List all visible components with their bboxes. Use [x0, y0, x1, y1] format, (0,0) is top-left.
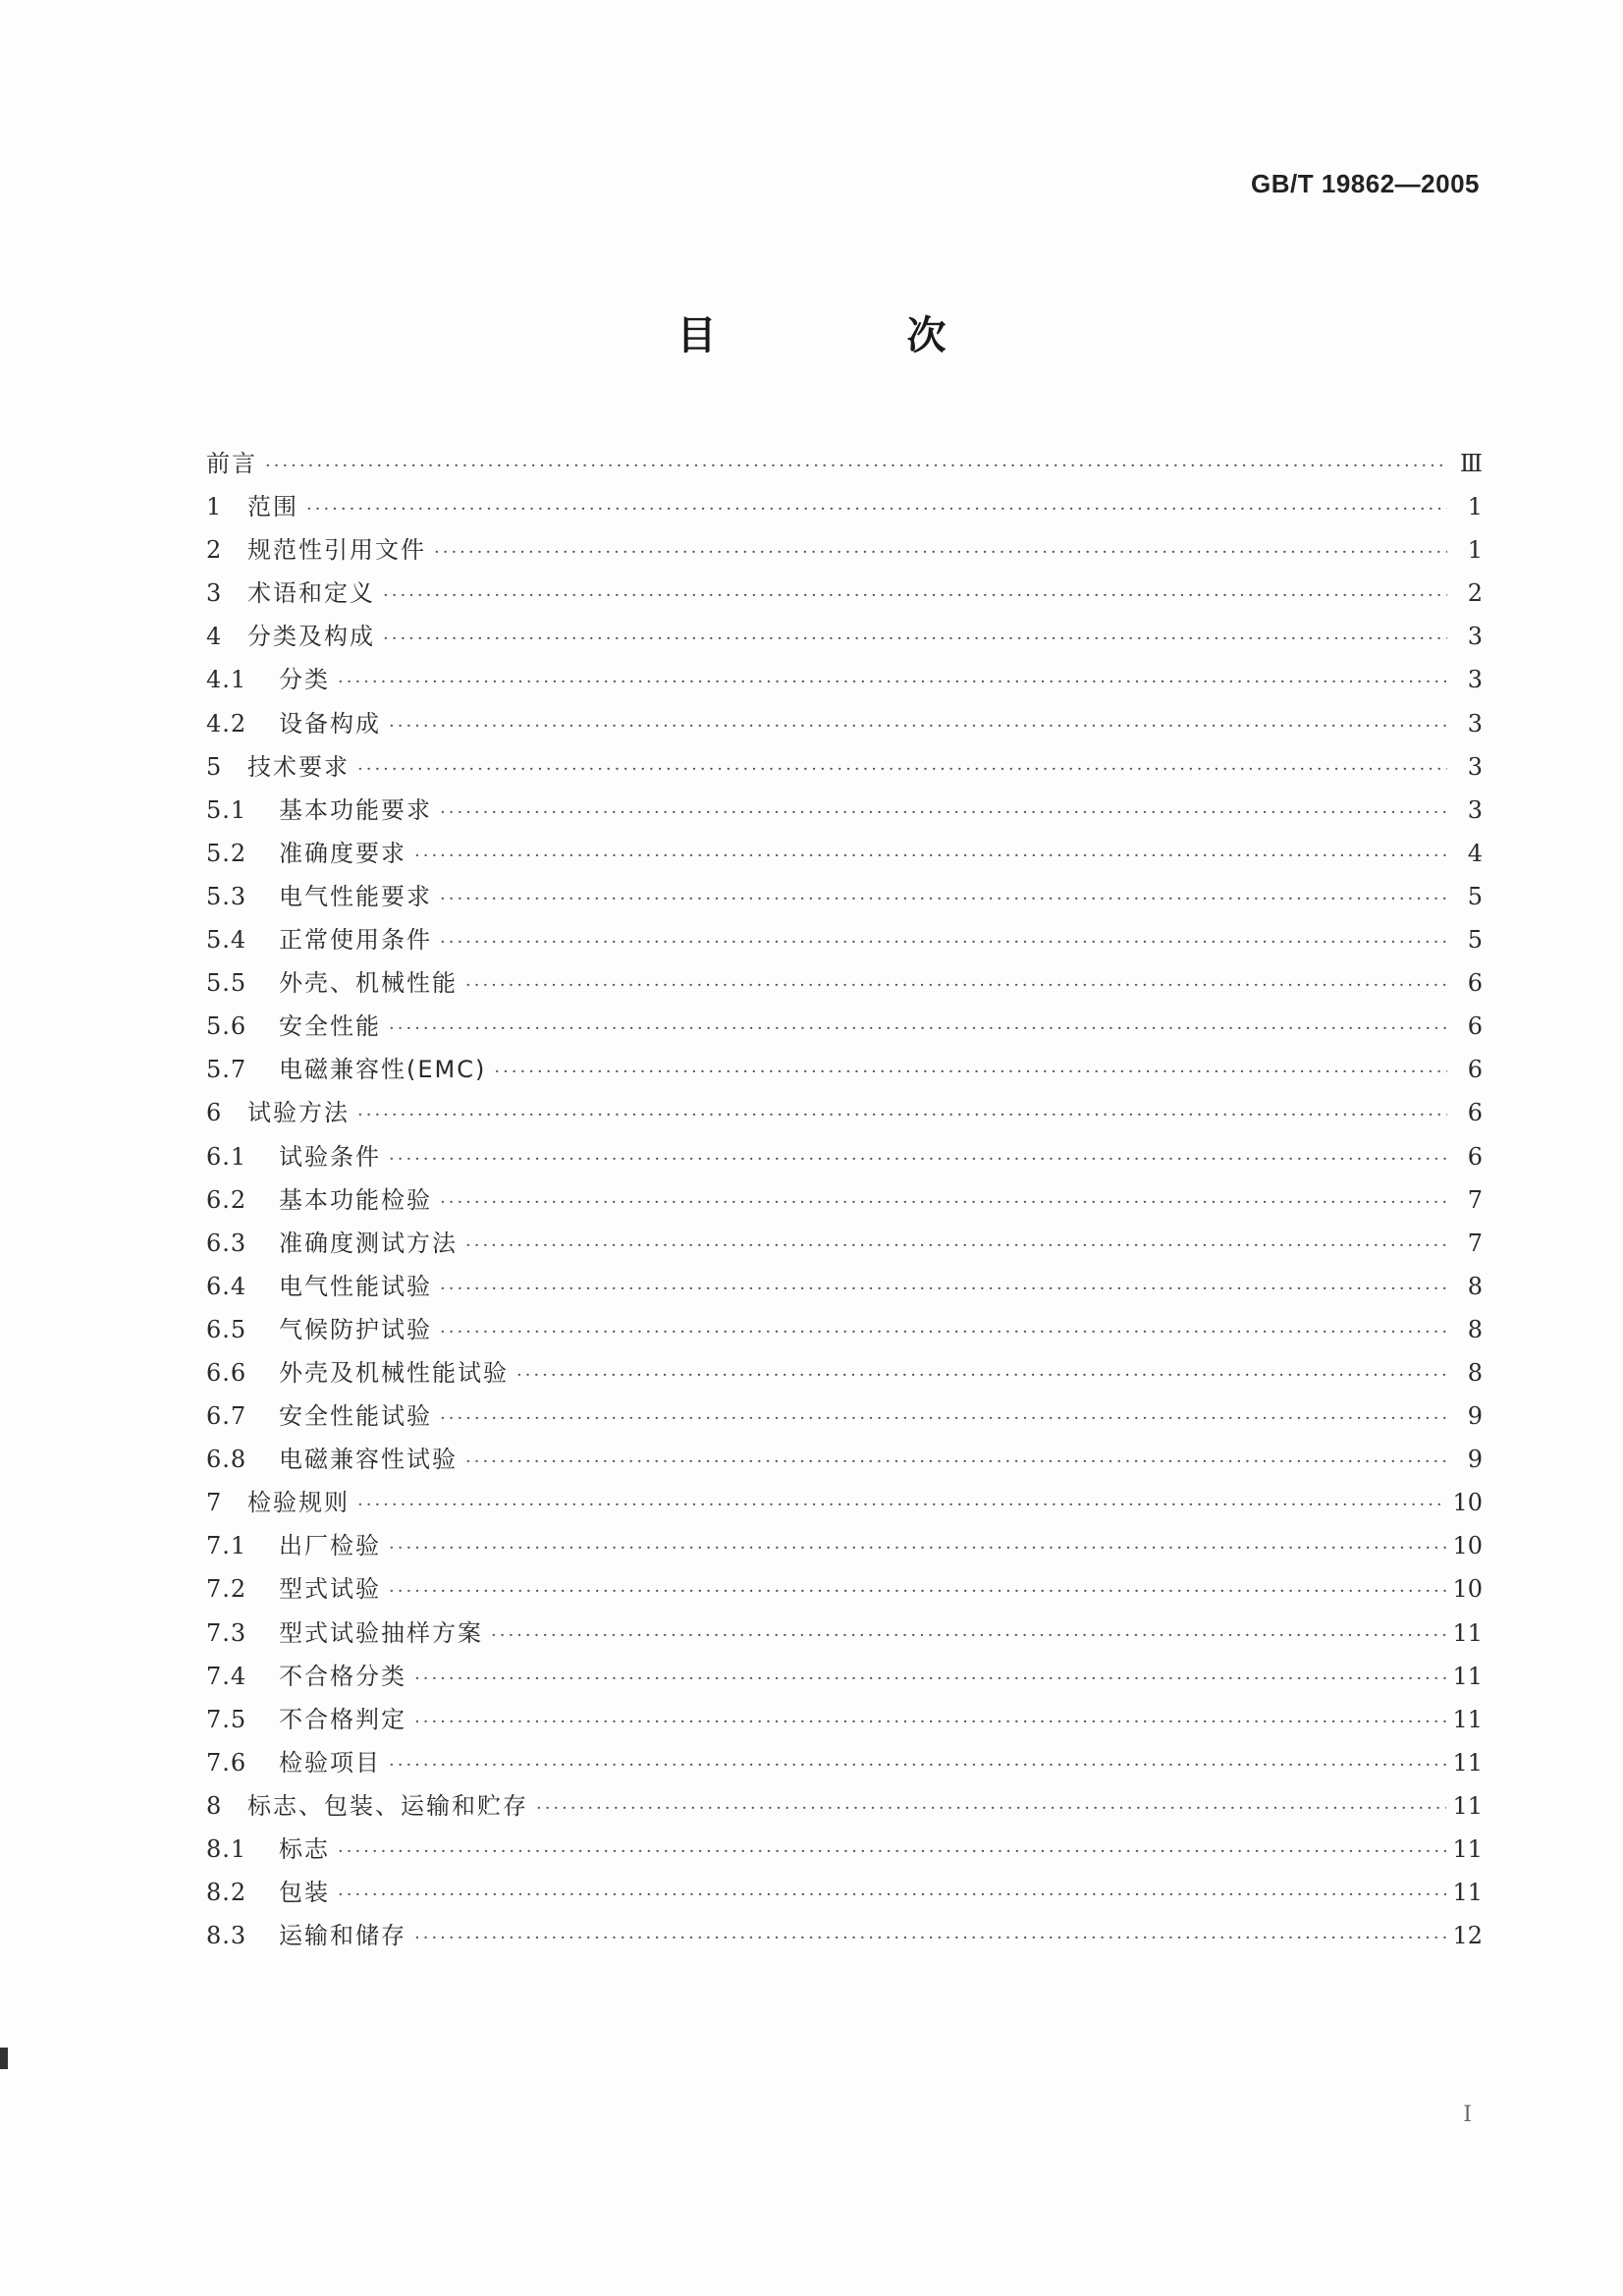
toc-entry-page: 7: [1467, 1185, 1483, 1214]
toc-entry-label: 试验方法: [247, 1099, 350, 1127]
toc-entry[interactable]: [206, 1741, 1483, 1784]
toc-entry-label: 范围: [247, 493, 298, 521]
toc-leader-dots: [465, 1441, 1447, 1484]
toc-leader-dots: [389, 1570, 1446, 1613]
toc-entry-page: 9: [1467, 1402, 1483, 1431]
toc-entry-label: 正常使用条件: [279, 926, 432, 955]
toc-entry[interactable]: [206, 1135, 1483, 1178]
toc-entry-page: 6: [1467, 969, 1483, 998]
toc-entry[interactable]: [206, 832, 1483, 875]
toc-leader-dots: [440, 1311, 1447, 1354]
toc-entry-page: 11: [1452, 1791, 1483, 1820]
toc-entry-page: 3: [1467, 795, 1483, 824]
toc-entry-page: 12: [1452, 1922, 1483, 1950]
toc-entry-number: 6.5: [206, 1315, 247, 1343]
toc-entry-number: 5.5: [206, 969, 247, 998]
toc-entry[interactable]: [206, 1178, 1483, 1222]
toc-leader-dots: [440, 921, 1447, 964]
toc-entry[interactable]: [206, 1914, 1483, 1957]
toc-entry-page: 3: [1467, 623, 1483, 651]
toc-entry[interactable]: [206, 918, 1483, 961]
toc-entry-label: 设备构成: [279, 709, 381, 738]
toc-leader-dots: [357, 1484, 1446, 1527]
toc-leader-dots: [414, 835, 1447, 878]
toc-entry-page: 1: [1467, 536, 1483, 565]
toc-entry-page: 10: [1452, 1489, 1483, 1517]
toc-entry-number: 6.6: [206, 1358, 247, 1387]
toc-entry-number: 7.6: [206, 1748, 247, 1777]
toc-entry-label: 电气性能试验: [279, 1272, 432, 1300]
toc-entry-label: 型式试验: [279, 1575, 381, 1604]
toc-entry[interactable]: [206, 1871, 1483, 1914]
toc-leader-dots: [414, 1701, 1446, 1744]
toc-entry-label: 安全性能试验: [279, 1402, 432, 1431]
toc-entry-page: Ⅲ: [1459, 450, 1483, 477]
toc-leader-dots: [414, 1917, 1446, 1960]
toc-leader-dots: [414, 1658, 1446, 1701]
toc-entry-page: 6: [1467, 1142, 1483, 1171]
toc-entry[interactable]: [206, 572, 1483, 615]
toc-entry-number: 4.2: [206, 709, 247, 738]
toc-entry[interactable]: [206, 528, 1483, 572]
toc-entry-label: 准确度要求: [279, 839, 406, 867]
toc-entry-page: 5: [1467, 926, 1483, 955]
toc-entry-page: 7: [1467, 1229, 1483, 1257]
toc-leader-dots: [494, 1051, 1447, 1094]
toc-entry-page: 3: [1467, 709, 1483, 738]
toc-entry-page: 10: [1452, 1575, 1483, 1604]
toc-entry[interactable]: [206, 1005, 1483, 1048]
toc-leader-dots: [536, 1787, 1446, 1831]
toc-leader-dots: [465, 1225, 1447, 1268]
toc-entry[interactable]: [206, 745, 1483, 789]
toc-entry-number: 7.1: [206, 1532, 247, 1560]
toc-entry-page: 4: [1467, 839, 1483, 867]
toc-entry-number: 7.5: [206, 1705, 247, 1733]
toc-entry-number: 2: [206, 536, 223, 565]
toc-entry-label: 不合格判定: [279, 1705, 406, 1733]
toc-entry[interactable]: [206, 1655, 1483, 1698]
toc-leader-dots: [389, 705, 1447, 748]
toc-leader-dots: [465, 964, 1447, 1008]
toc-entry-label: 基本功能检验: [279, 1185, 432, 1214]
toc-leader-dots: [338, 1831, 1446, 1874]
toc-entry[interactable]: [206, 1612, 1483, 1655]
toc-entry[interactable]: [206, 1698, 1483, 1741]
toc-entry-page: 3: [1467, 666, 1483, 694]
toc-leader-dots: [440, 878, 1447, 921]
toc-entry-number: 8: [206, 1791, 223, 1820]
toc-entry-label: 准确度测试方法: [279, 1229, 458, 1257]
toc-entry[interactable]: [206, 1222, 1483, 1265]
toc-entry-label: 规范性引用文件: [247, 536, 426, 565]
toc-entry-label: 试验条件: [279, 1142, 381, 1171]
toc-entry-number: 6: [206, 1099, 223, 1127]
table-of-contents: [206, 442, 1483, 1957]
toc-entry-number: 5: [206, 752, 223, 781]
toc-entry-number: 6.3: [206, 1229, 247, 1257]
toc-entry[interactable]: [206, 1308, 1483, 1351]
toc-entry-number: 7.4: [206, 1662, 247, 1690]
toc-leader-dots: [357, 1094, 1447, 1137]
toc-leader-dots: [440, 1397, 1447, 1441]
toc-entry-label: 电磁兼容性(EMC): [279, 1056, 487, 1084]
toc-entry-number: 8.1: [206, 1835, 247, 1863]
toc-entry[interactable]: [206, 1438, 1483, 1481]
toc-entry[interactable]: [206, 442, 1483, 485]
toc-entry[interactable]: [206, 961, 1483, 1005]
toc-entry-page: 9: [1467, 1446, 1483, 1474]
toc-entry-number: 8.3: [206, 1922, 247, 1950]
toc-entry-label: 外壳、机械性能: [279, 969, 458, 998]
toc-leader-dots: [440, 792, 1447, 835]
toc-entry-number: 4.1: [206, 666, 247, 694]
toc-leader-dots: [338, 1874, 1446, 1917]
toc-leader-dots: [440, 1181, 1447, 1225]
toc-entry-number: 5.3: [206, 882, 247, 910]
toc-entry[interactable]: [206, 875, 1483, 918]
scan-mark: [0, 2048, 8, 2069]
toc-entry-label: 检验规则: [247, 1489, 350, 1517]
toc-entry-label: 标志: [279, 1835, 330, 1863]
toc-leader-dots: [440, 1268, 1447, 1311]
standard-code: GB/T 19862—2005: [1251, 169, 1480, 198]
toc-entry-number: 5.4: [206, 926, 247, 955]
toc-entry-label: 前言: [206, 450, 257, 477]
toc-leader-dots: [389, 1527, 1446, 1570]
toc-entry-number: 7.2: [206, 1575, 247, 1604]
toc-entry-label: 出厂检验: [279, 1532, 381, 1560]
toc-entry-page: 8: [1467, 1272, 1483, 1300]
toc-entry-label: 分类: [279, 666, 330, 694]
toc-entry-number: 7: [206, 1489, 223, 1517]
toc-entry[interactable]: [206, 615, 1483, 658]
toc-entry-number: 4: [206, 623, 223, 651]
toc-leader-dots: [383, 574, 1447, 618]
toc-leader-dots: [389, 1138, 1447, 1181]
toc-entry-number: 8.2: [206, 1879, 247, 1907]
toc-entry-page: 11: [1452, 1618, 1483, 1647]
toc-entry[interactable]: [206, 1394, 1483, 1438]
toc-entry[interactable]: [206, 1091, 1483, 1134]
toc-entry[interactable]: [206, 658, 1483, 701]
toc-entry-label: 术语和定义: [247, 579, 375, 608]
toc-entry-label: 包装: [279, 1879, 330, 1907]
toc-entry[interactable]: [206, 1828, 1483, 1871]
toc-entry-page: 2: [1467, 579, 1483, 608]
toc-entry[interactable]: [206, 1265, 1483, 1308]
toc-entry-number: 5.2: [206, 839, 247, 867]
toc-entry-number: 5.1: [206, 795, 247, 824]
toc-entry-page: 5: [1467, 882, 1483, 910]
toc-entry-page: 11: [1452, 1662, 1483, 1690]
toc-entry[interactable]: [206, 485, 1483, 528]
toc-entry-number: 3: [206, 579, 223, 608]
toc-leader-dots: [383, 618, 1447, 661]
toc-leader-dots: [306, 488, 1447, 531]
toc-entry-page: 11: [1452, 1748, 1483, 1777]
toc-leader-dots: [265, 445, 1447, 488]
toc-entry-label: 外壳及机械性能试验: [279, 1358, 509, 1387]
toc-entry-label: 基本功能要求: [279, 795, 432, 824]
toc-leader-dots: [338, 661, 1447, 704]
toc-entry[interactable]: [206, 1048, 1483, 1091]
toc-leader-dots: [389, 1008, 1447, 1051]
toc-entry-number: 6.1: [206, 1142, 247, 1171]
toc-entry-label: 电气性能要求: [279, 882, 432, 910]
toc-entry-page: 6: [1467, 1012, 1483, 1041]
toc-entry-page: 11: [1452, 1705, 1483, 1733]
page-number: I: [1463, 2103, 1472, 2127]
toc-entry-number: 5.6: [206, 1012, 247, 1041]
toc-leader-dots: [491, 1614, 1446, 1658]
toc-entry-label: 技术要求: [247, 752, 350, 781]
toc-entry[interactable]: [206, 1784, 1483, 1828]
toc-entry-number: 6.8: [206, 1446, 247, 1474]
toc-entry[interactable]: [206, 702, 1483, 745]
toc-entry-label: 气候防护试验: [279, 1315, 432, 1343]
toc-entry-page: 3: [1467, 752, 1483, 781]
toc-leader-dots: [357, 748, 1447, 792]
toc-leader-dots: [516, 1354, 1447, 1397]
toc-entry-page: 8: [1467, 1315, 1483, 1343]
toc-entry[interactable]: [206, 1524, 1483, 1567]
toc-entry-number: 6.4: [206, 1272, 247, 1300]
toc-entry-label: 型式试验抽样方案: [279, 1618, 483, 1647]
toc-entry-label: 电磁兼容性试验: [279, 1446, 458, 1474]
toc-entry-label: 安全性能: [279, 1012, 381, 1041]
toc-entry-page: 6: [1467, 1099, 1483, 1127]
toc-leader-dots: [389, 1744, 1446, 1787]
toc-entry-number: 6.2: [206, 1185, 247, 1214]
toc-entry-label: 标志、包装、运输和贮存: [247, 1791, 528, 1820]
toc-entry-number: 7.3: [206, 1618, 247, 1647]
toc-entry-page: 11: [1452, 1879, 1483, 1907]
page-title: 目 次: [676, 313, 1035, 358]
toc-entry-label: 分类及构成: [247, 623, 375, 651]
toc-entry-number: 6.7: [206, 1402, 247, 1431]
toc-entry-page: 1: [1467, 493, 1483, 521]
toc-entry-label: 不合格分类: [279, 1662, 406, 1690]
toc-entry-label: 运输和储存: [279, 1922, 406, 1950]
toc-entry[interactable]: [206, 1481, 1483, 1524]
toc-entry-number: 1: [206, 493, 223, 521]
toc-leader-dots: [434, 531, 1447, 574]
toc-entry-page: 6: [1467, 1056, 1483, 1084]
toc-entry-number: 5.7: [206, 1056, 247, 1084]
toc-entry[interactable]: [206, 1567, 1483, 1611]
toc-entry[interactable]: [206, 1351, 1483, 1394]
toc-entry-page: 8: [1467, 1358, 1483, 1387]
toc-entry[interactable]: [206, 789, 1483, 832]
toc-entry-label: 检验项目: [279, 1748, 381, 1777]
toc-entry-page: 10: [1452, 1532, 1483, 1560]
toc-entry-page: 11: [1452, 1835, 1483, 1863]
